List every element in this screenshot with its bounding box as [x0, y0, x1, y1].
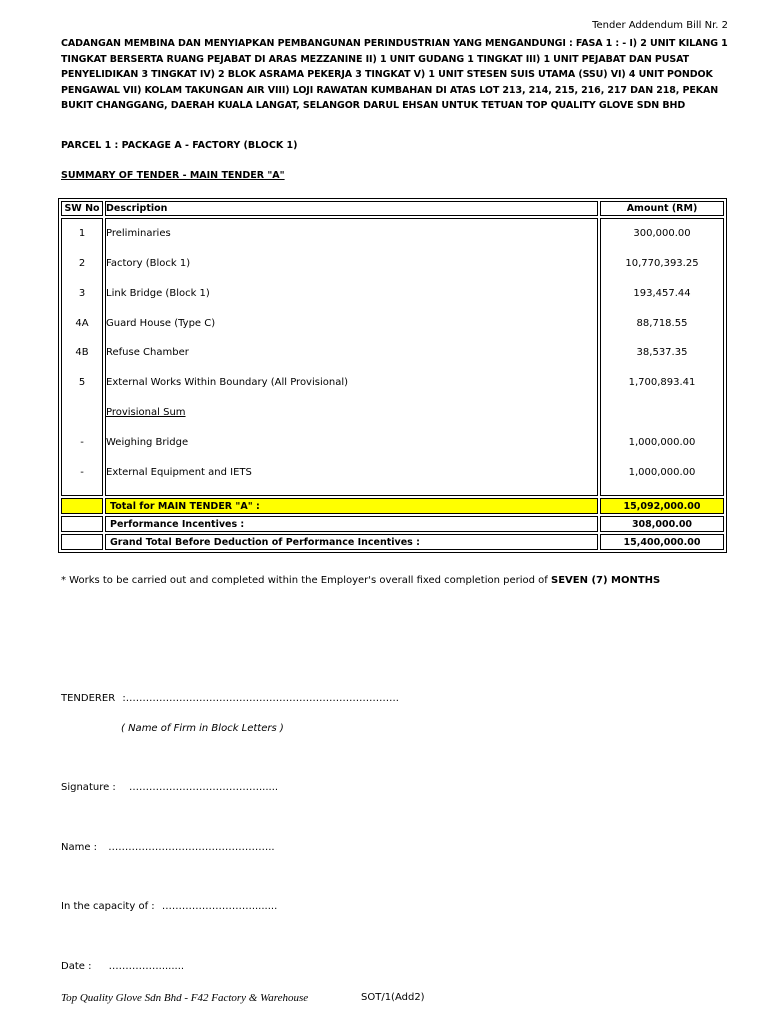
description-cell: Weighing Bridge — [106, 436, 189, 448]
column-header-no: SW No — [61, 201, 103, 216]
amount-cell: 193,457.44 — [633, 287, 691, 299]
amount-cell: 88,718.55 — [636, 317, 688, 329]
signature-dots: …………………………………...... — [128, 782, 279, 793]
amount-cell: 1,700,893.41 — [628, 377, 696, 389]
description-cell: Refuse Chamber — [106, 347, 189, 359]
sw-no-column — [61, 218, 103, 496]
amount-cell: 1,000,000.00 — [628, 436, 696, 448]
signature-label: Signature : — [61, 782, 116, 793]
grand-total-amount: 15,400,000.00 — [600, 534, 724, 550]
amount-cell — [601, 390, 723, 420]
amount-cell: 300,000.00 — [633, 228, 691, 239]
incentive-amount: 308,000.00 — [600, 516, 724, 532]
tenderer-label: TENDERER — [61, 693, 116, 704]
capacity-label: In the capacity of : — [61, 901, 155, 912]
amount-cell: 38,537.35 — [636, 347, 688, 359]
date-line — [61, 961, 184, 972]
table-body — [61, 218, 724, 496]
sw-no-cell: 4A — [75, 317, 89, 329]
sw-no-cell: 1 — [78, 228, 86, 239]
sw-no-cell: 3 — [78, 287, 86, 299]
provisional-sum-label: Provisional Sum — [106, 406, 186, 418]
footer-company: Top Quality Glove Sdn Bhd - F42 Factory & Warehouse — [61, 992, 309, 1004]
completion-note-text: * Works to be carried out and completed within the Employer's overall fixed completion period of — [61, 575, 551, 586]
project-title: CADANGAN MEMBINA DAN MENYIAPKAN PEMBANGUNAN PERINDUSTRIAN YANG MENGANDUNGI : FASA 1 : - I) 2 UNIT KILANG 1 TINGKAT BERSERTA RUANG PEJABAT DI ARAS MEZZANINE II) 1 UNIT GUDANG 1 TINGKAT III) 1 UNIT PEJABAT DAN PUSAT PENYELIDIKAN 3 TINGKAT IV) 2 BLOK ASRAMA PEKERJA 3 TINGKAT V) 1 UNIT STESEN SUIS UTAMA (SSU) VI) 4 UNIT PONDOK PENGAWAL VII) KOLAM TAKUNGAN AIR VIII) LOJI RAWATAN KUMBAHAN DI ATAS LOT 213, 214, 215, 216, 217 DAN 218, PEKAN BUKIT CHANGGANG, DAERAH KUALA LANGAT, SELANGOR DARUL EHSAN UNTUK TETUAN TOP QUALITY GLOVE SDN BHD — [61, 38, 728, 111]
capacity-line — [61, 901, 277, 912]
firm-name-hint: ( Name of Firm in Block Letters ) — [121, 723, 284, 734]
date-dots: ……………........ — [108, 961, 185, 972]
table-header-row — [61, 201, 724, 216]
amount-column — [600, 218, 724, 496]
amount-cell: 10,770,393.25 — [625, 258, 699, 269]
column-header-description: Description — [105, 201, 598, 216]
grand-total-row — [61, 534, 724, 550]
total-amount: 15,092,000.00 — [600, 498, 724, 514]
provisional-sum-subheading — [106, 390, 597, 420]
sw-no-cell: - — [80, 436, 84, 448]
total-row — [61, 498, 724, 514]
signature-line — [61, 782, 278, 793]
sw-no-cell: 4B — [75, 347, 89, 359]
sw-no-cell — [62, 390, 102, 420]
amount-cell: 1,000,000.00 — [628, 466, 696, 478]
total-no-cell — [61, 498, 103, 514]
tenderer-dots: :………………………………………………………………………. — [122, 693, 399, 704]
incentive-no-cell — [61, 516, 103, 532]
name-line — [61, 842, 275, 853]
description-cell: External Equipment and IETS — [106, 466, 252, 478]
description-cell: Factory (Block 1) — [106, 258, 191, 269]
total-label: Total for MAIN TENDER "A" : — [105, 498, 598, 514]
description-cell: Preliminaries — [106, 228, 171, 239]
incentive-row — [61, 516, 724, 532]
sw-no-cell: - — [80, 466, 84, 478]
grand-total-label: Grand Total Before Deduction of Performance Incentives : — [105, 534, 598, 550]
sw-no-cell: 5 — [78, 377, 86, 389]
completion-note — [61, 575, 660, 586]
description-cell: External Works Within Boundary (All Provisional) — [106, 377, 349, 389]
name-dots: ………………………………………….. — [108, 842, 275, 853]
summary-heading: SUMMARY OF TENDER - MAIN TENDER "A" — [61, 170, 285, 181]
tenderer-line — [61, 693, 399, 704]
date-label: Date : — [61, 961, 92, 972]
footer-code: SOT/1(Add2) — [361, 992, 425, 1003]
parcel-heading: PARCEL 1 : PACKAGE A - FACTORY (BLOCK 1) — [61, 140, 298, 151]
addendum-reference: Tender Addendum Bill Nr. 2 — [592, 20, 728, 31]
description-column — [105, 218, 598, 496]
capacity-dots: ………………………........ — [161, 901, 278, 912]
incentive-label: Performance Incentives : — [105, 516, 598, 532]
description-cell: Link Bridge (Block 1) — [106, 287, 210, 299]
completion-period: SEVEN (7) MONTHS — [551, 575, 661, 586]
name-label: Name : — [61, 842, 98, 853]
tender-summary-table — [58, 198, 727, 553]
sw-no-cell: 2 — [78, 258, 86, 269]
column-header-amount: Amount (RM) — [600, 201, 724, 216]
grand-total-no-cell — [61, 534, 103, 550]
description-cell: Guard House (Type C) — [106, 317, 216, 329]
